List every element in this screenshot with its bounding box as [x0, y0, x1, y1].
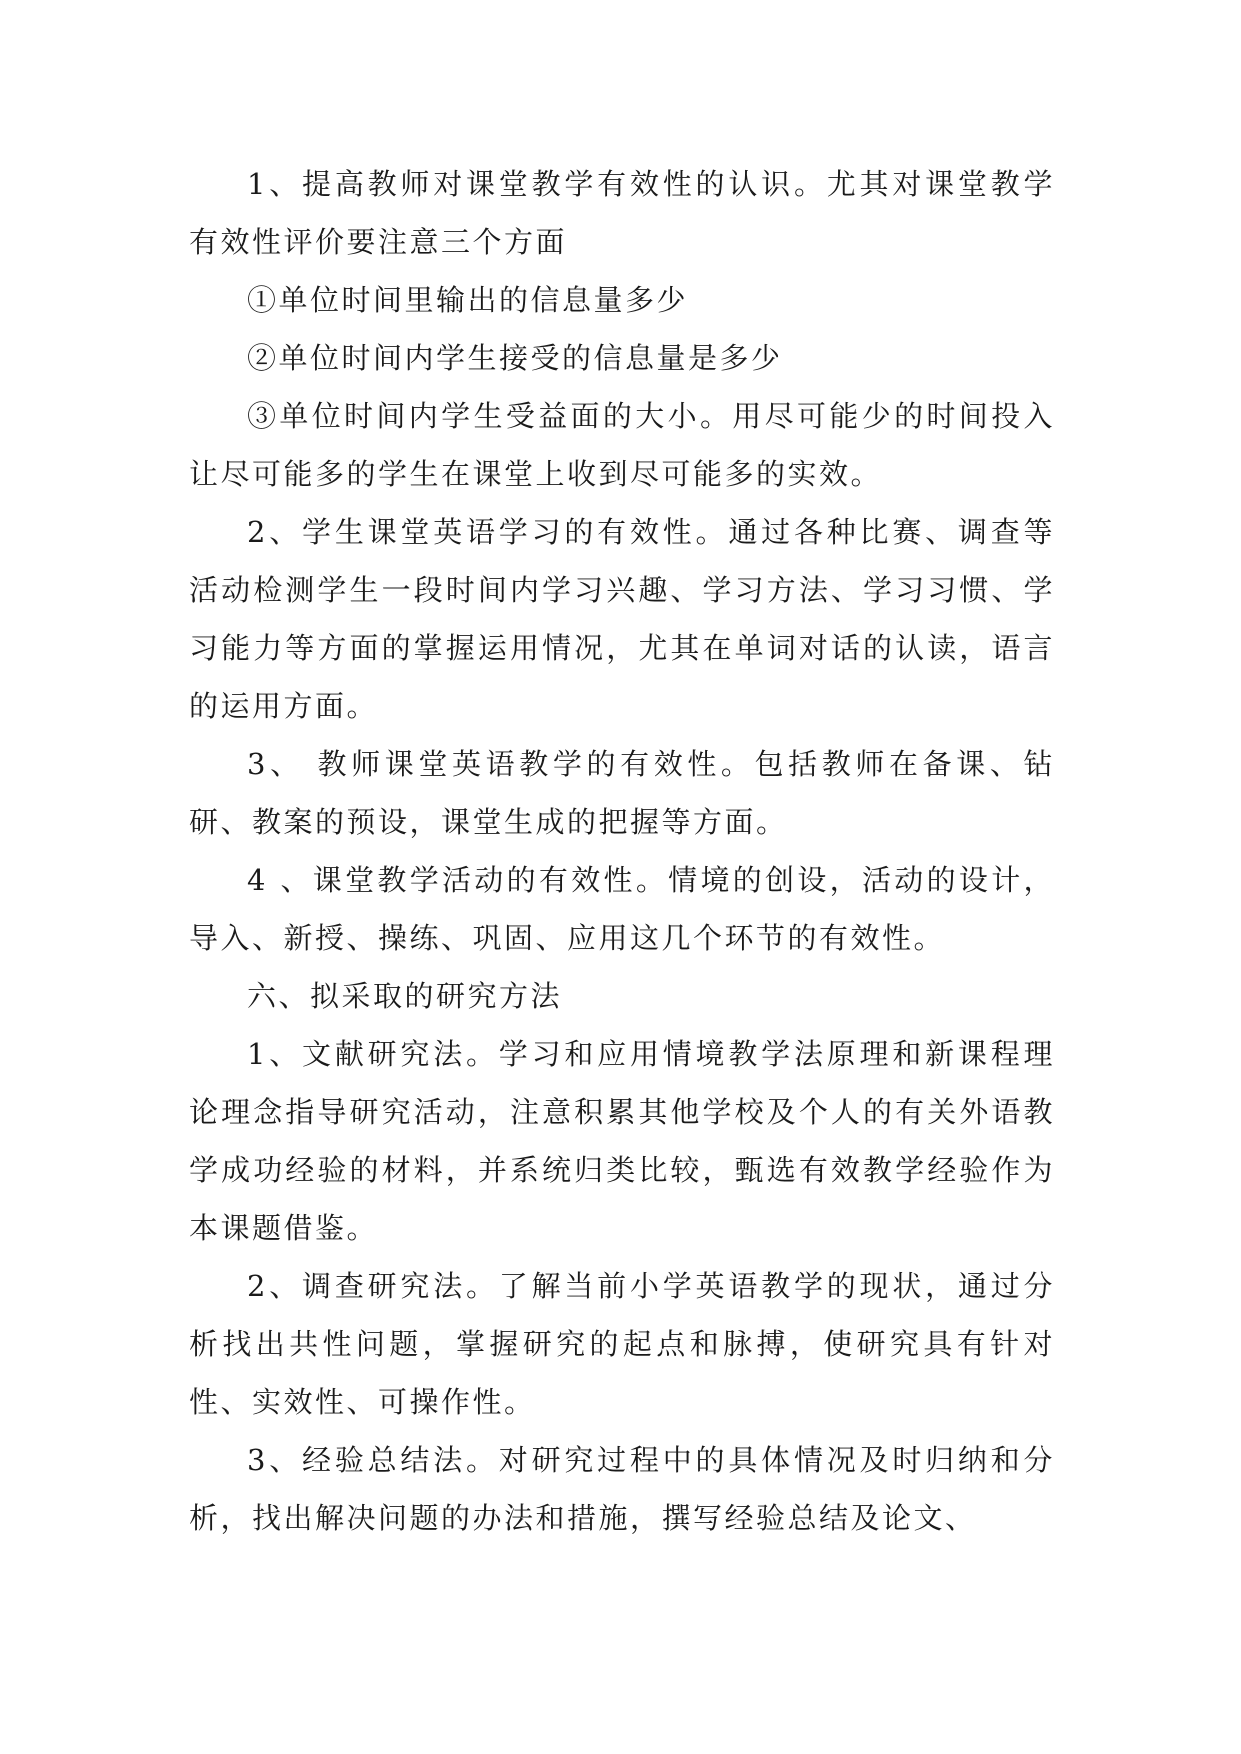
- document-body: [189, 155, 1055, 1547]
- paragraph-11: 3、经验总结法。对研究过程中的具体情况及时归纳和分析，找出解决问题的办法和措施，撰写经验总结及论文、: [189, 1443, 1055, 1535]
- paragraph-2: ①单位时间里输出的信息量多少: [247, 283, 689, 317]
- paragraph-1: 1、提高教师对课堂教学有效性的认识。尤其对课堂教学有效性评价要注意三个方面: [189, 167, 1055, 259]
- paragraph-6: 3、 教师课堂英语教学的有效性。包括教师在备课、钻研、教案的预设，课堂生成的把握等方面。: [189, 747, 1055, 839]
- paragraph-4: ③单位时间内学生受益面的大小。用尽可能少的时间投入让尽可能多的学生在课堂上收到尽可能多的实效。: [189, 399, 1055, 491]
- paragraph-10: 2、调查研究法。了解当前小学英语教学的现状，通过分析找出共性问题，掌握研究的起点和脉搏，使研究具有针对性、实效性、可操作性。: [189, 1269, 1055, 1419]
- paragraph-3: ②单位时间内学生接受的信息量是多少: [247, 341, 783, 375]
- section-heading: 六、拟采取的研究方法: [247, 979, 563, 1013]
- paragraph-5: 2、学生课堂英语学习的有效性。通过各种比赛、调查等活动检测学生一段时间内学习兴趣、学习方法、学习习惯、学习能力等方面的掌握运用情况，尤其在单词对话的认读，语言的运用方面。: [189, 515, 1055, 723]
- paragraph-9: 1、文献研究法。学习和应用情境教学法原理和新课程理论理念指导研究活动，注意积累其他学校及个人的有关外语教学成功经验的材料，并系统归类比较，甄选有效教学经验作为本课题借鉴。: [189, 1037, 1055, 1245]
- paragraph-7: 4 、课堂教学活动的有效性。情境的创设，活动的设计，导入、新授、操练、巩固、应用这几个环节的有效性。: [189, 863, 1055, 955]
